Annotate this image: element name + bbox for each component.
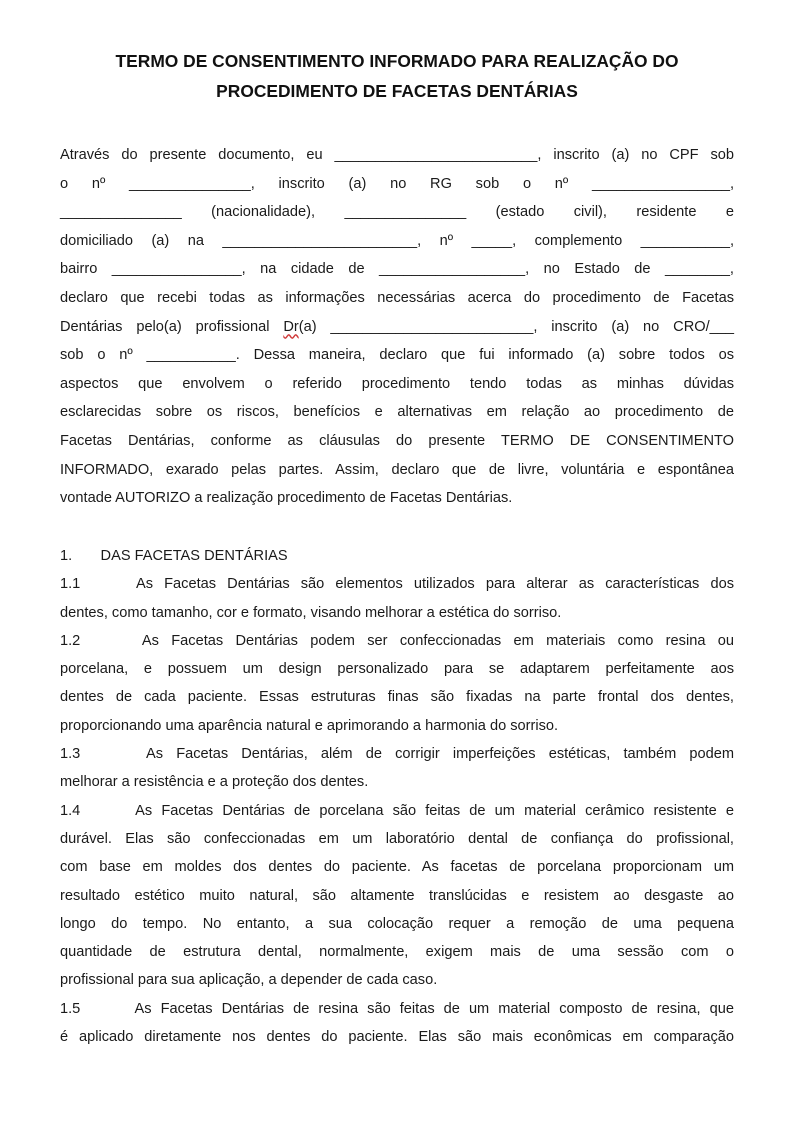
text-line: Através do presente documento, eu _________________________, inscrito (a) no CPF sob <box>60 147 734 163</box>
section-heading: 1. DAS FACETAS DENTÁRIAS <box>60 548 288 564</box>
text-line: declaro que recebi todas as informações necessárias acerca do procedimento de Facetas <box>60 289 734 306</box>
section-facetas <box>60 542 734 1051</box>
text-line: domiciliado (a) na ________________________, nº _____, complemento ___________, <box>60 232 734 249</box>
clause-line: dentes de cada paciente. Essas estruturas finas são fixadas na parte frontal dos dentes, <box>60 689 734 706</box>
text-line: esclarecidas sobre os riscos, benefícios e alternativas em relação ao procedimento de <box>60 404 734 421</box>
clause-line: 1.2 As Facetas Dentárias podem ser confeccionadas em materiais como resina ou <box>60 632 734 649</box>
clause-line: 1.4 As Facetas Dentárias de porcelana são feitas de um material cerâmico resistente e <box>60 802 734 819</box>
text-line: o nº _______________, inscrito (a) no RG sob o nº _________________, <box>60 175 734 192</box>
clause-line: profissional para sua aplicação, a depender de cada caso. <box>60 972 438 989</box>
clause-line: 1.3 As Facetas Dentárias, além de corrigir imperfeições estéticas, também podem <box>60 746 734 763</box>
clause-line: resultado estético muito natural, são altamente translúcidas e resistem ao desgaste ao <box>60 887 734 904</box>
text-line: _______________ (nacionalidade), _______________ (estado civil), residente e <box>60 204 734 221</box>
clause-line: melhorar a resistência e a proteção dos dentes. <box>60 774 369 791</box>
text-fragment: Dentárias pelo(a) profissional <box>60 318 284 335</box>
text-line: bairro ________________, na cidade de __________________, no Estado de ________, <box>60 261 734 278</box>
clause-line: é aplicado diretamente nos dentes do paciente. Elas são mais econômicas em comparação <box>60 1029 734 1046</box>
document-title <box>60 46 734 106</box>
clause-line: longo do tempo. No entanto, a sua colocação requer a remoção de uma pequena <box>60 915 734 932</box>
text-line: aspectos que envolvem o referido procedimento tendo todas as minhas dúvidas <box>60 375 734 392</box>
clause-line: 1.1 As Facetas Dentárias são elementos utilizados para alterar as características dos <box>60 576 734 593</box>
clause-line: proporcionando uma aparência natural e aprimorando a harmonia do sorriso. <box>60 717 559 734</box>
text-fragment: (a) _________________________, inscrito (a) no CRO/___ <box>298 318 734 335</box>
title-line: PROCEDIMENTO DE FACETAS DENTÁRIAS <box>216 81 578 101</box>
clause-line: porcelana, e possuem um design personalizado para se adaptarem perfeitamente aos <box>60 661 734 678</box>
clause-line: com base em moldes dos dentes do paciente. As facetas de porcelana proporcionam um <box>60 859 734 876</box>
text-line: Facetas Dentárias, conforme as cláusulas do presente TERMO DE CONSENTIMENTO <box>60 432 734 449</box>
clause-line: dentes, como tamanho, cor e formato, visando melhorar a estética do sorriso. <box>60 604 562 621</box>
text-line: INFORMADO, exarado pelas partes. Assim, declaro que de livre, voluntária e espontânea <box>60 461 734 478</box>
clause-line: quantidade de estrutura dental, normalmente, exigem mais de uma sessão com o <box>60 944 734 961</box>
clause-line: durável. Elas são confeccionadas em um laboratório dental de confiança do profissional, <box>60 830 734 847</box>
spellcheck-word: Dr <box>283 318 299 335</box>
text-line <box>60 313 734 342</box>
text-line: vontade AUTORIZO a realização procedimento de Facetas Dentárias. <box>60 490 513 507</box>
title-line: TERMO DE CONSENTIMENTO INFORMADO PARA REALIZAÇÃO DO <box>115 51 679 71</box>
text-line: sob o nº ___________. Dessa maneira, declaro que fui informado (a) sobre todos os <box>60 347 734 364</box>
intro-paragraph <box>60 141 734 513</box>
clause-line: 1.5 As Facetas Dentárias de resina são feitas de um material composto de resina, que <box>60 1000 734 1017</box>
